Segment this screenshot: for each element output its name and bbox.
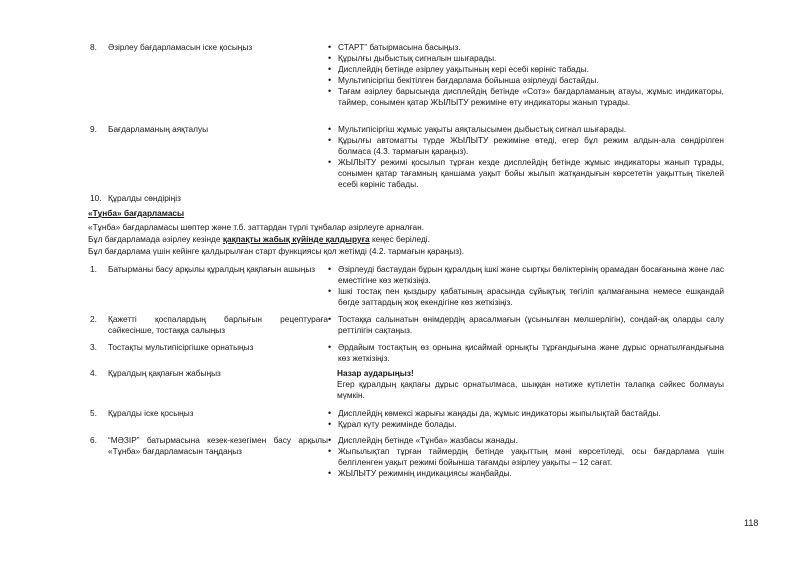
intro-line-3: Бұл бағдарлама үшін кейінге қалдырылған старт функциясы қол жетімді (4.2. тармағын қараңыз). — [88, 246, 465, 256]
bullet: • Тостаққа салынатын өнімдердің арасалмағын (ұсынылған мөлшерлігін), сондай-ақ оларды салу реттілігін сақтаңыз. — [328, 314, 724, 336]
step-number: 2. — [90, 314, 97, 324]
bullet: • ЖЫЛЫТУ режимі қосылып тұрған кезде дисплейдің бетінде жұмыс индикаторы жанып тұрады, сонымен қатар тағамның қаншама уақыт бойы жылып жатқандығын көрсететін уақыттың тікелей есебі көрініс табады. — [328, 157, 724, 190]
step-label: Бағдарламаның аяқталуы — [108, 124, 209, 134]
step-label: Құралды іске қосыңыз — [108, 408, 194, 418]
step-5-bullets — [328, 408, 724, 430]
step-2-bullets — [328, 314, 724, 336]
bullet: • Дисплейдің көмексі жарығы жаңады да, жұмыс индикаторы жыпылықтай бастайды. — [328, 408, 724, 419]
intro-line-2-start: Бұл бағдарламада әзірлеу кезінде — [88, 234, 223, 244]
step-number: 1. — [90, 264, 97, 274]
warning-note — [337, 368, 724, 401]
intro-line-2-end: кеңес беріледі. — [369, 234, 430, 244]
bullet: • Дисплейдің бетінде әзірлеу уақытының кері есебі көрініс табады. — [328, 64, 724, 75]
step-label: “МӘЗІР” батырмасына кезек-кезегімен басу арқылы «Тұнба» бағдарламасын таңдаңыз — [108, 435, 328, 456]
section-title: «Тұнба» бағдарламасы — [88, 208, 185, 218]
step-number: 10. — [90, 193, 102, 203]
step-3-bullets — [328, 342, 724, 364]
bullet: • Әзірлеуді бастаудан бұрын құралдың ішкі және сыртқы бөліктерінің орамадан босағанына және лас еместігіне көз жеткізіңіз. — [328, 264, 724, 286]
bullet: • Мультипісіргіш жұмыс уақыты аяқталысымен дыбыстық сигнал шығарады. — [328, 124, 724, 135]
bullet: • Құрылғы дыбыстық сигналын шығарады. — [328, 53, 724, 64]
step-label: Батырманы басу арқылы құралдың қақпағын ашыңыз — [108, 264, 316, 274]
step-label: Құралдың қақпағын жабыңыз — [108, 368, 221, 378]
step-label: Әзірлеу бағдарламасын іске қосыңыз — [108, 42, 253, 52]
intro-line-2 — [88, 234, 430, 245]
bullet: • Тағам әзірлеу барысында дисплейдің бетінде «Сотэ» бағдарламаның атауы, жұмыс индикаторы, таймер, сонымен қатар ЖЫЛЫТУ режиміне өту индикаторы жанып тұрады. — [328, 86, 724, 108]
step-label: Тостақты мультипісіргішке орнатыңыз — [108, 342, 254, 352]
bullet: • Мультипісіргіш бекітілген бағдарлама бойынша әзірлеуді бастайды. — [328, 75, 724, 86]
step-number: 9. — [90, 124, 97, 134]
warning-title: Назар аударыңыз! — [337, 368, 414, 378]
step-label: Құралды сөндіріңіз — [108, 193, 181, 203]
intro-line-1: «Тұнба» бағдарламасы шөптер және т.б. заттардан түрлі тұнбалар әзірлеуге арналған. — [88, 222, 425, 232]
warning-text: Егер құралдың қақпағы дұрыс орнатылмаса, шыққан нәтиже күтілетін талапқа сәйкес болмауы мүмкін. — [337, 379, 724, 400]
step-number: 8. — [90, 42, 97, 52]
page-number: 118 — [744, 518, 759, 528]
bullet: • ЖЫЛЫТУ режимнің индикациясы жаңбайды. — [328, 468, 724, 479]
intro-line-2-emphasis: қақпақты жабық күйінде қалдыруға — [222, 234, 370, 244]
step-8-bullets — [328, 42, 724, 108]
bullet: • Жыпылықтап тұрған таймердің бетінде уақыттың мәні көрсетіледі, осы бағдарлама үшін белгіленген уақыт режимі бойынша тағамды әзірлеу уақыты – 12 сағат. — [328, 446, 724, 468]
step-1-bullets — [328, 264, 724, 308]
bullet: • Құрал күту режимінде болады. — [328, 419, 724, 430]
bullet: • Құрылғы автоматты түрде ЖЫЛЫТУ режиміне өтеді, егер бұл режим алдын-ала сөндірілген болмаса (4.3. тармағын қараңыз). — [328, 135, 724, 157]
bullet: • Дисплейдің бетінде «Тұнба» жазбасы жанады. — [328, 435, 724, 446]
step-6-bullets — [328, 435, 724, 479]
step-label: Қажетті қоспалардың барлығын рецептураға сәйкесінше, тостаққа салыңыз — [108, 314, 328, 335]
step-number: 4. — [90, 368, 97, 378]
step-number: 3. — [90, 342, 97, 352]
step-number: 5. — [90, 408, 97, 418]
step-number: 6. — [90, 435, 97, 445]
bullet: • Әрдайым тостақтың өз орнына қисаймай орнықты тұрғандығына және дұрыс орнатылғандығына көз жеткізіңіз. — [328, 342, 724, 364]
bullet: • Ішкі тостақ пен қыздыру қабатының арасында сұйықтық төгіліп қалмағанына немесе ешқандай бөгде заттардың жоқ екендігіне көз жеткізіңіз. — [328, 286, 724, 308]
step-9-bullets — [328, 124, 724, 190]
bullet: • СТАРТ” батырмасына басыңыз. — [328, 42, 724, 53]
